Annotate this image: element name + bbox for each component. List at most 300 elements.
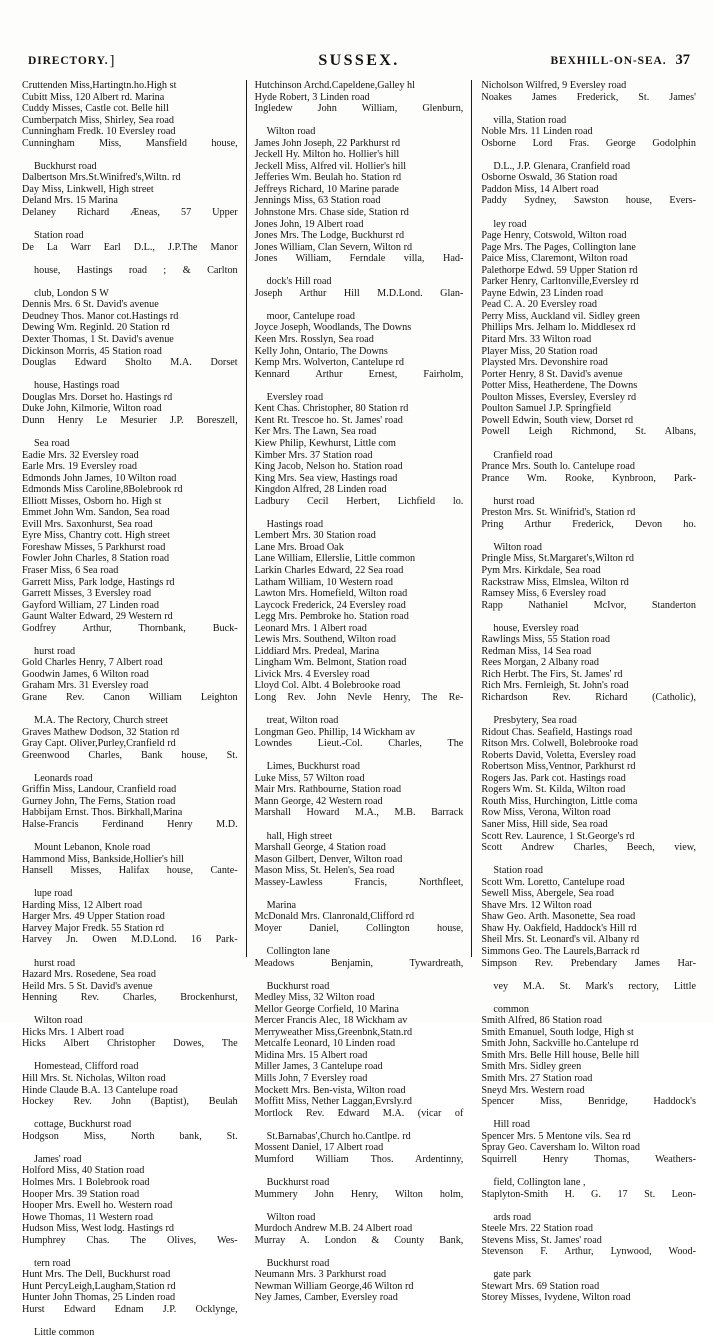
directory-entry: [22, 184, 238, 196]
directory-entry: [481, 657, 696, 669]
directory-entry: [481, 230, 696, 242]
entry-line: Cunningham Miss, Mansfield house,: [22, 137, 238, 149]
entry-line: Paddon Miss, 14 Albert road: [481, 183, 599, 195]
directory-columns: [22, 80, 696, 1339]
entry-line: Hooper Mrs. Ewell ho. Western road: [22, 1200, 173, 1212]
directory-entry: [255, 1027, 464, 1039]
entry-line: Foreshaw Misses, 5 Parkhurst road: [22, 541, 166, 553]
entry-continuation-line: Mount Lebanon, Knole road: [34, 842, 151, 854]
entry-line: Deudney Thos. Manor cot.Hastings rd: [22, 310, 179, 322]
directory-entry: [255, 796, 464, 808]
entry-line: Miller James, 3 Cantelupe road: [254, 1061, 383, 1073]
directory-entry: [255, 911, 464, 923]
entry-continuation-line: gate park: [493, 1269, 532, 1281]
entry-line: Midina Mrs. 15 Albert road: [254, 1049, 368, 1061]
directory-entry: [22, 600, 238, 612]
entry-line: Lingham Wm. Belmont, Station road: [254, 657, 407, 669]
entry-line: Smith Mrs. 27 Station road: [481, 1073, 593, 1085]
directory-entry: [255, 322, 464, 334]
entry-line: Jeckell Miss, Alfred vil. Hollier's hill: [254, 160, 407, 172]
directory-entry: [481, 750, 696, 762]
entry-continuation-line: Wilton road: [266, 126, 316, 138]
directory-entry: [255, 738, 464, 773]
directory-entry: [255, 854, 464, 866]
entry-line: Rogers Wm. St. Kilda, Wilton road: [481, 784, 626, 796]
entry-continuation-line: St.Barnabas',Church ho.Cantlpe. rd: [266, 1130, 411, 1142]
entry-continuation-line: treat, Wilton road: [266, 715, 339, 727]
entry-line: Cunningham Fredk. 10 Eversley road: [22, 126, 176, 138]
directory-column-2: [248, 80, 471, 1304]
directory-entry: [255, 1085, 464, 1097]
entry-continuation-line: lupe road: [34, 888, 73, 900]
directory-entry: [22, 507, 238, 519]
directory-entry: [22, 115, 238, 127]
entry-continuation-line: cottage, Buckhurst road: [34, 1119, 132, 1131]
entry-line: Dickinson Morris, 45 Station road: [22, 345, 162, 357]
entry-line: Mummery John Henry, Wilton holm,: [254, 1188, 464, 1200]
entry-continuation-line: Leonards road: [34, 772, 93, 784]
entry-line: Larkin Charles Edward, 22 Sea road: [254, 564, 404, 576]
directory-entry: [255, 230, 464, 242]
directory-entry: [22, 1223, 238, 1235]
entry-line: Shave Mrs. 12 Wilton road: [481, 899, 592, 911]
entry-line: Nicholson Wilfred, 9 Eversley road: [481, 80, 627, 91]
directory-entry: [22, 473, 238, 485]
directory-entry: [481, 1154, 696, 1189]
directory-entry: [22, 207, 238, 242]
directory-entry: [255, 438, 464, 450]
entry-line: Paice Miss, Claremont, Wilton road: [481, 253, 628, 265]
directory-entry: [22, 1073, 238, 1085]
entry-line: Marshall Howard M.A., M.B. Barrack: [254, 807, 464, 819]
running-head-county: SUSSEX.: [318, 52, 400, 69]
entry-continuation-line: Hill road: [493, 1119, 530, 1131]
entry-continuation-line: Station road: [493, 865, 543, 877]
directory-entry: [481, 923, 696, 935]
directory-entry: [255, 577, 464, 589]
entry-line: Mair Mrs. Rathbourne, Station road: [254, 784, 402, 796]
directory-entry: [481, 1281, 696, 1293]
entry-line: Elliott Misses, Osborn ho. High st: [22, 495, 162, 507]
entry-line: Lowndes Lieut.-Col. Charles, The: [254, 738, 464, 750]
directory-entry: [22, 415, 238, 450]
entry-line: Murdoch Andrew M.B. 24 Albert road: [254, 1223, 413, 1235]
entry-line: Mortlock Rev. Edward M.A. (vicar of: [254, 1107, 464, 1119]
entry-line: Latham William, 10 Western road: [254, 576, 393, 588]
entry-line: Hunt PercyLeigh,Laugham,Station rd: [22, 1280, 176, 1292]
entry-line: Preston Mrs. St. Winifrid's, Station rd: [481, 507, 636, 519]
directory-entry: [481, 242, 696, 254]
entry-line: Kent Rt. Trescoe ho. St. James' road: [254, 414, 403, 426]
entry-line: Mumford William Thos. Ardentinny,: [254, 1153, 464, 1165]
entry-line: Parker Henry, Carltonville,Eversley rd: [481, 276, 639, 288]
directory-entry: [481, 334, 696, 346]
directory-entry: [22, 680, 238, 692]
directory-entry: [481, 784, 696, 796]
entry-line: Kimber Mrs. 37 Station road: [254, 449, 373, 461]
entry-line: Scott Wm. Loretto, Cantelupe road: [481, 876, 625, 888]
entry-line: Newman William George,46 Wilton rd: [254, 1280, 414, 1292]
directory-entry: [481, 958, 696, 1016]
directory-entry: [255, 923, 464, 958]
directory-entry: [481, 877, 696, 889]
directory-entry: [255, 346, 464, 358]
directory-entry: [255, 161, 464, 173]
directory-entry: [481, 1050, 696, 1062]
directory-entry: [481, 1235, 696, 1247]
entry-line: Noble Mrs. 11 Linden road: [481, 126, 593, 138]
page-number: 37: [675, 52, 690, 68]
directory-entry: [481, 600, 696, 635]
entry-line: Stevens Miss, St. James' road: [481, 1234, 602, 1246]
entry-line: Edmonds Miss Caroline,8Bolebrook rd: [22, 484, 183, 496]
entry-line: Day Miss, Linkwell, High street: [22, 183, 154, 195]
directory-entry: [255, 623, 464, 635]
entry-line: Prance Wm. Rooke, Kynbroon, Park-: [481, 472, 696, 484]
directory-entry: [255, 634, 464, 646]
entry-line: Scott Rev. Laurence, 1 St.George's rd: [481, 830, 635, 842]
entry-line: Hunter John Thomas, 25 Linden road: [22, 1292, 176, 1304]
entry-line: Long Rev. John Nevle Henry, The Re-: [254, 691, 464, 703]
directory-entry: [255, 530, 464, 542]
directory-entry: [481, 946, 696, 958]
entry-continuation-line: Marina: [266, 899, 297, 911]
entry-line: Sneyd Mrs. Western road: [481, 1084, 585, 1096]
directory-entry: [481, 357, 696, 369]
entry-line: Earle Mrs. 19 Eversley road: [22, 461, 137, 473]
entry-line: Metcalfe Leonard, 10 Linden road: [254, 1038, 396, 1050]
directory-entry: [481, 692, 696, 727]
column-rule-1: [246, 80, 247, 957]
directory-entry: [255, 184, 464, 196]
directory-entry: [22, 784, 238, 796]
directory-entry: [255, 172, 464, 184]
entry-line: Howe Thomas, 11 Western road: [22, 1211, 153, 1223]
entry-line: James John Joseph, 22 Parkhurst rd: [254, 137, 401, 149]
directory-entry: [481, 646, 696, 658]
entry-line: Griffin Miss, Landour, Cranfield road: [22, 784, 177, 796]
entry-line: Ingledew John William, Glenburn,: [254, 103, 464, 115]
directory-entry: [481, 761, 696, 773]
entry-continuation-line: ards road: [493, 1211, 532, 1223]
directory-entry: [22, 1165, 238, 1177]
entry-line: Ney James, Camber, Eversley road: [254, 1292, 398, 1304]
entry-continuation-line: house, Hastings road: [34, 380, 120, 392]
entry-continuation-line: Presbytery, Sea road: [493, 715, 577, 727]
entry-line: Jones William, Ferndale villa, Had-: [254, 253, 464, 265]
entry-continuation-line: club, London S W: [34, 287, 109, 299]
directory-entry: [255, 1269, 464, 1281]
entry-line: Kiew Philip, Kewhurst, Little com: [254, 437, 396, 449]
entry-line: Hicks Mrs. 1 Albert road: [22, 1026, 124, 1038]
entry-line: Simmons Geo. The Laurels,Barrack rd: [481, 946, 640, 958]
entry-continuation-line: Little common: [34, 1327, 95, 1339]
entry-continuation-line: Wilton road: [493, 541, 542, 553]
directory-entry: [481, 138, 696, 173]
entry-line: Garrett Miss, Park lodge, Hastings rd: [22, 576, 175, 588]
directory-entry: [22, 346, 238, 358]
entry-line: De La Warr Earl D.L., J.P.The Manor: [22, 241, 238, 253]
directory-entry: [255, 727, 464, 739]
entry-continuation-line: Station road: [34, 230, 84, 242]
directory-entry: [481, 369, 696, 381]
directory-entry: [481, 322, 696, 334]
entry-line: Poulton Samuel J.P. Springfield: [481, 403, 611, 415]
entry-line: Mockett Mrs. Ben-vista, Wilton road: [254, 1084, 406, 1096]
directory-entry: [255, 773, 464, 785]
directory-entry: [22, 727, 238, 739]
entry-line: Joseph Arthur Hill M.D.Lond. Glan-: [254, 287, 464, 299]
directory-entry: [481, 1061, 696, 1073]
entry-line: Spray Geo. Caversham lo. Wilton road: [481, 1142, 640, 1154]
entry-line: Graves Mathew Dodson, 32 Station rd: [22, 726, 180, 738]
entry-line: Spencer Miss, Benridge, Haddock's: [481, 1096, 696, 1108]
entry-continuation-line: house, Eversley road: [493, 622, 579, 634]
directory-entry: [255, 1073, 464, 1085]
entry-line: Saner Miss, Hill side, Sea road: [481, 819, 608, 830]
entry-line: Cruttenden Miss,Hartingtn.ho.High st: [22, 80, 177, 91]
entry-line: Delaney Richard Æneas, 57 Upper: [22, 207, 238, 219]
entry-line: Duke John, Kilmorie, Wilton road: [22, 403, 162, 415]
directory-entry: [22, 923, 238, 935]
entry-line: Douglas Edward Sholto M.A. Dorset: [22, 357, 238, 369]
directory-entry: [481, 461, 696, 473]
entry-line: Jones John, 19 Albert road: [254, 218, 364, 230]
directory-entry: [22, 854, 238, 866]
directory-entry: [481, 680, 696, 692]
entry-continuation-line: Buckhurst road: [266, 1176, 330, 1188]
entry-line: Roberts David, Voletta, Eversley road: [481, 749, 636, 761]
directory-entry: [255, 242, 464, 254]
directory-entry: [22, 1281, 238, 1293]
directory-entry: [255, 992, 464, 1004]
directory-entry: [22, 934, 238, 969]
directory-entry: [481, 1142, 696, 1154]
entry-line: Henning Rev. Charles, Brockenhurst,: [22, 992, 238, 1004]
entry-line: Stevenson F. Arthur, Lynwood, Wood-: [481, 1246, 696, 1258]
entry-line: Lawton Mrs. Homefield, Wilton road: [254, 588, 408, 600]
directory-entry: [481, 900, 696, 912]
directory-entry: [481, 1085, 696, 1097]
entry-line: Dennis Mrs. 6 St. David's avenue: [22, 299, 159, 311]
directory-entry: [255, 1061, 464, 1073]
entry-line: Lewis Mrs. Southend, Wilton road: [254, 634, 396, 646]
directory-entry: [481, 727, 696, 739]
entry-line: Gurney John, The Ferns, Station road: [22, 795, 176, 807]
directory-entry: [255, 1038, 464, 1050]
directory-entry: [255, 542, 464, 554]
entry-line: Paddy Sydney, Sawston house, Evers-: [481, 195, 696, 207]
directory-entry: [22, 92, 238, 104]
entry-continuation-line: ley road: [493, 218, 527, 230]
entry-continuation-line: hurst road: [34, 645, 76, 657]
directory-entry: [22, 981, 238, 993]
directory-entry: [481, 184, 696, 196]
entry-line: Porter Henry, 8 St. David's avenue: [481, 368, 623, 380]
entry-line: Page Mrs. The Pages, Collington lane: [481, 241, 636, 253]
entry-continuation-line: Hastings road: [266, 518, 324, 530]
entry-line: Hammond Miss, Bankside,Hollier's hill: [22, 853, 185, 865]
directory-entry: [481, 1292, 696, 1304]
entry-line: Rich Mrs. Fernleigh, St. John's road: [481, 680, 629, 692]
directory-entry: [481, 634, 696, 646]
directory-entry: [481, 519, 696, 554]
directory-entry: [22, 1027, 238, 1039]
entry-line: Luke Miss, 57 Wilton road: [254, 772, 365, 784]
entry-line: Ladbury Cecil Herbert, Lichfield lo.: [254, 495, 464, 507]
entry-line: Cuddy Misses, Castle cot. Belle hill: [22, 103, 169, 115]
entry-continuation-line: Buckhurst road: [34, 160, 97, 172]
entry-line: Rapp Nathaniel McIvor, Standerton: [481, 599, 696, 611]
entry-line: Dalbertson Mrs.St.Winifred's,Wiltn. rd: [22, 172, 181, 184]
directory-entry: [22, 1189, 238, 1201]
entry-line: Medley Miss, 32 Wilton road: [254, 992, 375, 1004]
directory-entry: [255, 369, 464, 404]
directory-entry: [22, 172, 238, 184]
entry-line: Garrett Misses, 3 Eversley road: [22, 588, 152, 600]
directory-entry: [481, 172, 696, 184]
entry-line: Mann George, 42 Western road: [254, 795, 383, 807]
entry-line: Greenwood Charles, Bank house, St.: [22, 749, 238, 761]
entry-line: Lembert Mrs. 30 Station road: [254, 530, 376, 542]
entry-line: Ritson Mrs. Colwell, Bolebrooke road: [481, 738, 638, 750]
entry-line: Mossent Daniel, 17 Albert road: [254, 1142, 384, 1154]
entry-line: Harger Mrs. 49 Upper Station road: [22, 911, 165, 923]
entry-line: Holford Miss, 40 Station road: [22, 1165, 145, 1177]
entry-line: King Mrs. Sea view, Hastings road: [254, 472, 398, 484]
entry-line: Hyde Robert, 3 Linden road: [254, 91, 370, 103]
entry-line: Habbijam Ernst. Thos. Birkhall,Marina: [22, 807, 183, 819]
entry-continuation-line: house, Hastings road ; & Carlton: [34, 264, 238, 276]
entry-line: Evill Mrs. Saxonhurst, Sea road: [22, 518, 153, 530]
entry-line: Hunt Mrs. The Dell, Buckhurst road: [22, 1269, 171, 1281]
entry-line: Leonard Mrs. 1 Albert road: [254, 622, 367, 634]
directory-entry: [481, 1073, 696, 1085]
entry-continuation-line: Collington lane: [266, 946, 330, 958]
directory-entry: [22, 392, 238, 404]
directory-entry: [22, 484, 238, 496]
running-head-left-label: DIRECTORY.: [28, 55, 109, 67]
directory-entry: [255, 958, 464, 993]
entry-line: Meadows Benjamin, Tywardreath,: [254, 957, 464, 969]
directory-entry: [255, 357, 464, 369]
directory-entry: [22, 242, 238, 300]
entry-line: Osborne Lord Fras. George Godolphin: [481, 137, 696, 149]
entry-line: Steele Mrs. 22 Station road: [481, 1223, 593, 1235]
entry-line: Hooper Mrs. 39 Station road: [22, 1188, 140, 1200]
directory-entry: [22, 611, 238, 623]
directory-entry: [481, 380, 696, 392]
entry-line: Lloyd Col. Albt. 4 Bolebrooke road: [254, 680, 401, 692]
entry-line: King Jacob, Nelson ho. Station road: [254, 461, 403, 473]
entry-line: Laycock Frederick, 24 Eversley road: [254, 599, 406, 611]
entry-line: Hazard Mrs. Rosedene, Sea road: [22, 969, 156, 981]
entry-line: Shaw Geo. Arth. Masonette, Sea road: [481, 911, 636, 923]
directory-entry: [481, 738, 696, 750]
entry-line: Douglas Mrs. Dorset ho. Hastings rd: [22, 391, 173, 403]
directory-entry: [481, 888, 696, 900]
entry-line: Smith Mrs. Sidley green: [481, 1061, 582, 1073]
entry-line: Pym Mrs. Kirkdale, Sea road: [481, 564, 601, 576]
entry-line: Robertson Miss,Ventnor, Parkhurst rd: [481, 761, 636, 773]
directory-entry: [22, 461, 238, 473]
entry-line: Row Miss, Verona, Wilton road: [481, 807, 611, 819]
directory-entry: [22, 969, 238, 981]
directory-entry: [22, 311, 238, 323]
entry-continuation-line: D.L., J.P. Glenara, Cranfield road: [493, 160, 631, 172]
entry-line: Playsted Mrs. Devonshire road: [481, 357, 608, 369]
entry-line: Moyer Daniel, Collington house,: [254, 922, 464, 934]
directory-entry: [255, 138, 464, 150]
entry-line: Richardson Rev. Richard (Catholic),: [481, 691, 696, 703]
entry-line: Page Henry, Cotswold, Wilton road: [481, 230, 627, 242]
directory-entry: [22, 542, 238, 554]
entry-line: Eadie Mrs. 32 Eversley road: [22, 449, 139, 461]
directory-entry: [481, 1096, 696, 1131]
entry-line: Holmes Mrs. 1 Bolebrook road: [22, 1176, 150, 1188]
entry-line: Spencer Mrs. 5 Mentone vils. Sea rd: [481, 1130, 631, 1142]
directory-column-1: [22, 80, 245, 1339]
directory-entry: [22, 553, 238, 565]
directory-entry: [22, 738, 238, 750]
entry-line: Simpson Rev. Prebendary James Har-: [481, 957, 696, 969]
entry-line: Grane Rev. Canon William Leighton: [22, 691, 238, 703]
directory-entry: [481, 276, 696, 288]
directory-entry: [481, 807, 696, 819]
entry-line: Mason Gilbert, Denver, Wilton road: [254, 853, 403, 865]
directory-entry: [255, 484, 464, 496]
entry-line: McDonald Mrs. Clanronald,Clifford rd: [254, 911, 415, 923]
entry-line: Cubitt Miss, 120 Albert rd. Marina: [22, 91, 165, 103]
entry-line: Ramsey Miss, 6 Eversley road: [481, 588, 606, 600]
directory-entry: [481, 473, 696, 508]
entry-line: Osborne Oswald, 36 Station road: [481, 172, 618, 184]
directory-entry: [255, 784, 464, 796]
entry-line: Storey Misses, Ivydene, Wilton road: [481, 1292, 631, 1304]
entry-line: Humphrey Chas. The Olives, Wes-: [22, 1234, 238, 1246]
entry-line: Hockey Rev. John (Baptist), Beulah: [22, 1096, 238, 1108]
directory-entry: [22, 669, 238, 681]
directory-entry: [481, 553, 696, 565]
directory-entry: [255, 865, 464, 877]
directory-entry: [481, 565, 696, 577]
directory-entry: [22, 900, 238, 912]
directory-entry: [481, 911, 696, 923]
entry-line: Pringle Miss, St.Margaret's,Wilton rd: [481, 553, 634, 565]
entry-line: Deland Mrs. 15 Marina: [22, 195, 118, 207]
directory-entry: [481, 195, 696, 230]
entry-line: Mellor George Corfield, 10 Marina: [254, 1003, 399, 1015]
directory-entry: [255, 461, 464, 473]
directory-entry: [481, 1027, 696, 1039]
directory-entry: [481, 819, 696, 831]
entry-line: Routh Miss, Hurchington, Little coma: [481, 795, 638, 807]
directory-entry: [255, 403, 464, 415]
entry-continuation-line: villa, Station road: [493, 114, 567, 126]
entry-line: Gayford William, 27 Linden road: [22, 599, 160, 611]
directory-entry: [255, 288, 464, 323]
entry-continuation-line: vey M.A. St. Mark's rectory, Little: [493, 980, 696, 992]
entry-continuation-line: Eversley road: [266, 391, 324, 403]
directory-entry: [481, 1246, 696, 1281]
entry-line: Hudson Miss, West lodg. Hastings rd: [22, 1223, 175, 1235]
entry-line: Moffitt Miss, Nether Laggan,Evrsly.rd: [254, 1096, 412, 1108]
entry-continuation-line: hurst road: [34, 957, 76, 969]
directory-entry: [22, 299, 238, 311]
entry-line: Kingdon Alfred, 28 Linden road: [254, 484, 387, 496]
entry-line: Smith Emanuel, South lodge, High st: [481, 1026, 634, 1038]
directory-entry: [255, 207, 464, 219]
